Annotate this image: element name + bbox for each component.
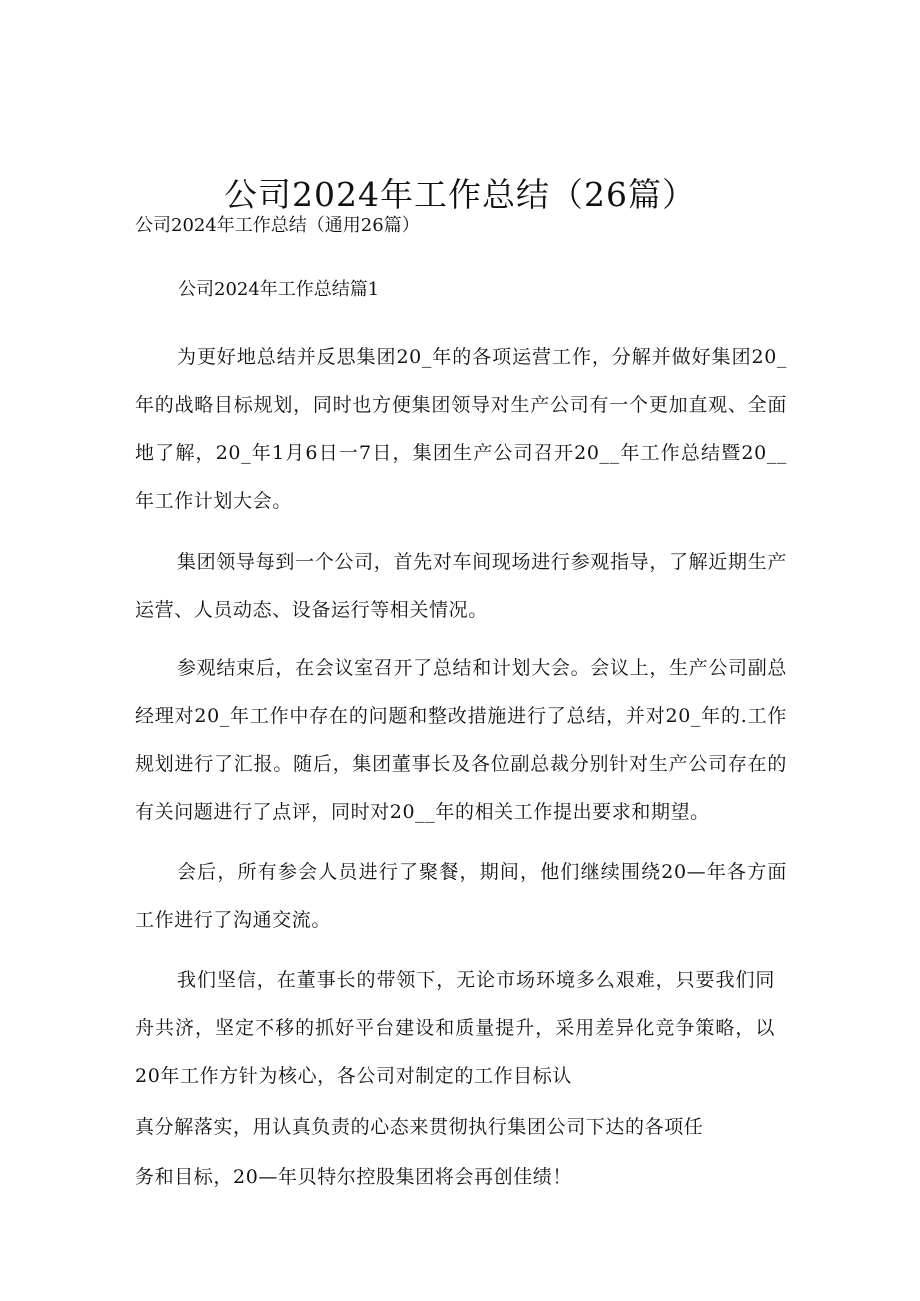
paragraph-2: 集团领导每到一个公司，首先对车间现场进行参观指导，了解近期生产运营、人员动态、设备运行等相关情况。: [135, 551, 787, 621]
paragraph-5: 我们坚信，在董事长的带领下，无论市场环境多么艰难，只要我们同舟共济，坚定不移的抓好平台建设和质量提升，采用差异化竞争策略，以20年工作方针为核心，各公司对制定的工作目标认: [135, 969, 775, 1087]
document-title: 公司2024年工作总结（26篇）: [224, 175, 696, 215]
trailing-line-2: 务和目标，20—年贝特尔控股集团将会再创佳绩！: [135, 1166, 572, 1188]
paragraph-1: 为更好地总结并反思集团20_年的各项运营工作，分解并做好集团20_年的战略目标规划，同时也方便集团领导对生产公司有一个更加直观、全面地了解，20_年1月6日一7日，集团生产公司召开20__年工作总结暨20__年工作计划大会。: [135, 346, 787, 512]
document-subtitle: 公司2024年工作总结（通用26篇）: [135, 215, 420, 236]
paragraph-3: 参观结束后，在会议室召开了总结和计划大会。会议上，生产公司副总经理对20_年工作中存在的问题和整改措施进行了总结，并对20_年的.工作规划进行了汇报。随后，集团董事长及各位副总裁分别针对生产公司存在的有关问题进行了点评，同时对20__年的相关工作提出要求和期望。: [135, 657, 787, 823]
paragraph-4: 会后，所有参会人员进行了聚餐，期间，他们继续围绕20—年各方面工作进行了沟通交流。: [135, 861, 787, 931]
section-heading: 公司2024年工作总结篇1: [178, 279, 380, 300]
trailing-line-1: 真分解落实，用认真负责的心态来贯彻执行集团公司下达的各项任: [135, 1116, 704, 1138]
